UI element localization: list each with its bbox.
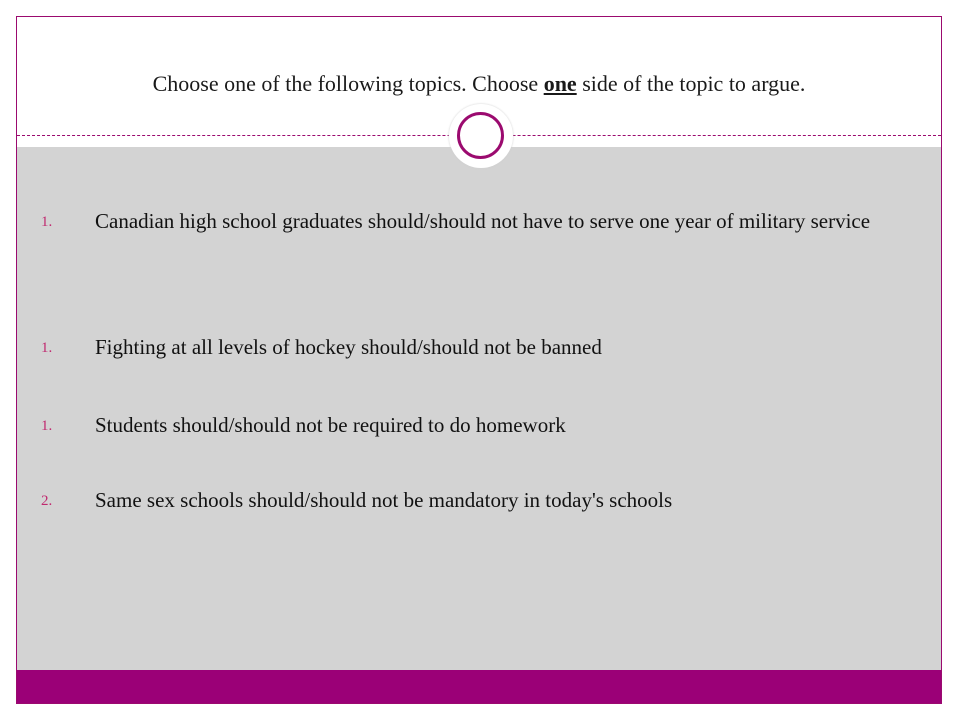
title-emphasis: one <box>543 71 577 96</box>
topic-number: 1. <box>41 214 53 230</box>
topic-item <box>41 332 921 363</box>
topic-text: Fighting at all levels of hockey should/should not be banned <box>95 335 602 359</box>
content-area <box>17 147 941 672</box>
topic-item <box>41 485 921 516</box>
topic-text: Same sex schools should/should not be mandatory in today's schools <box>95 488 673 512</box>
topic-number: 1. <box>41 340 53 356</box>
topic-list <box>17 147 941 672</box>
slide-title <box>17 71 941 97</box>
bottom-accent-bar <box>17 670 941 703</box>
topic-number: 2. <box>41 493 53 509</box>
topic-text: Students should/should not be required to do homework <box>95 413 566 437</box>
topic-text: Canadian high school graduates should/should not have to serve one year of military service <box>95 209 871 233</box>
slide-frame <box>16 16 942 704</box>
topic-item <box>41 410 921 441</box>
topic-number: 1. <box>41 418 53 434</box>
title-text-end: side of the topic to argue. <box>576 71 806 96</box>
title-text-start: Choose one of the following topics. Choose <box>152 71 544 96</box>
ring-inner <box>457 112 504 159</box>
topic-item <box>41 206 921 237</box>
ring-icon <box>449 104 513 168</box>
